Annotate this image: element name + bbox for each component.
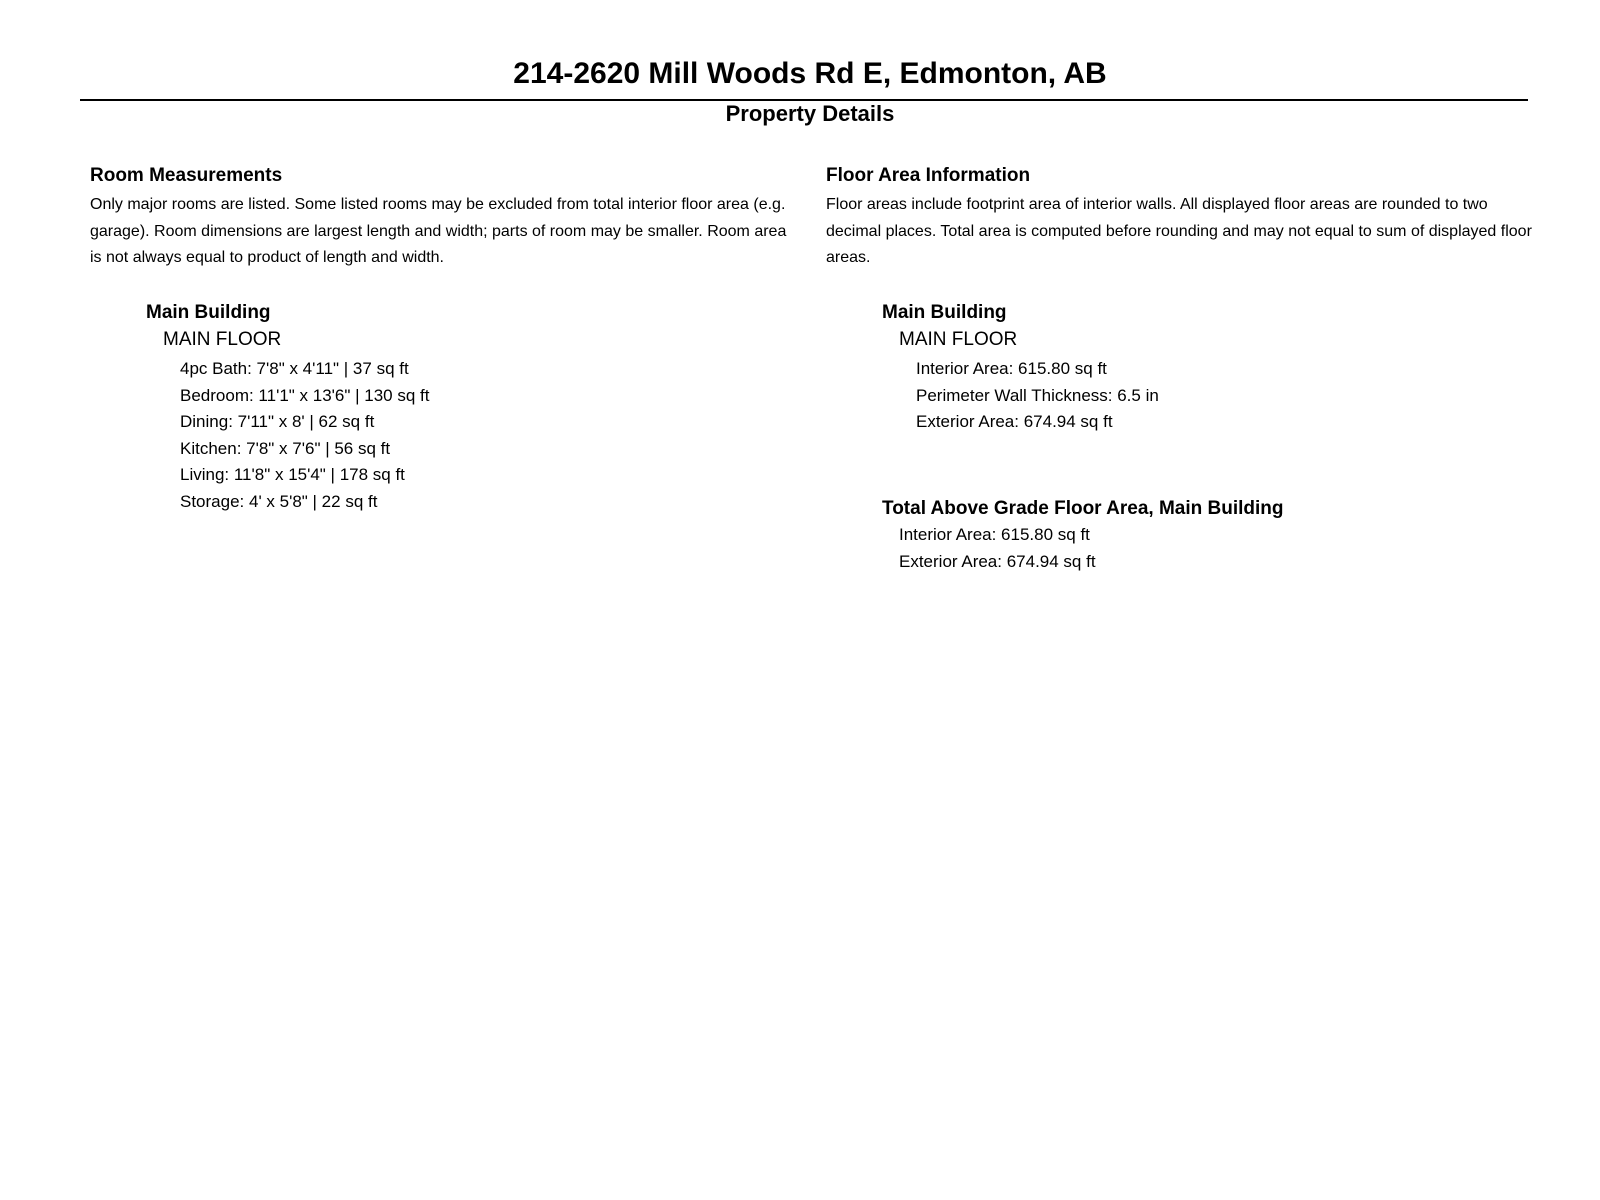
room-list [146, 356, 746, 515]
room-item: Dining: 7'11" x 8' | 62 sq ft [180, 412, 375, 431]
room-item: Storage: 4' x 5'8" | 22 sq ft [180, 491, 378, 511]
room-measurements-building-block [146, 300, 746, 515]
total-floor-area-block [882, 496, 1542, 575]
room-measurements-description: Only major rooms are listed. Some listed rooms may be excluded from total interior floor area (e.g. garage). Room dimensions are largest length and width; parts of room may be smaller. Room area is not always equal to product of length and width. [90, 196, 787, 266]
floor-area-item: Perimeter Wall Thickness: 6.5 in [916, 385, 1159, 405]
floor-area-building-block [882, 300, 1522, 436]
total-area-item: Interior Area: 615.80 sq ft [899, 525, 1090, 544]
floor-area-description: Floor areas include footprint area of interior walls. All displayed floor areas are rounded to two decimal places. Total area is computed before rounding and may not equal to sum of displayed floor areas. [826, 196, 1532, 266]
room-item: Living: 11'8" x 15'4" | 178 sq ft [180, 465, 405, 484]
floor-area-item: Exterior Area: 674.94 sq ft [916, 412, 1113, 431]
total-area-item: Exterior Area: 674.94 sq ft [899, 551, 1096, 571]
room-item: Bedroom: 11'1" x 13'6" | 130 sq ft [180, 385, 430, 405]
floor-heading: MAIN FLOOR [899, 329, 1018, 350]
page-title: 214-2620 Mill Woods Rd E, Edmonton, AB [513, 57, 1107, 90]
floor-area-heading: Floor Area Information [826, 165, 1031, 186]
room-measurements-section [90, 164, 790, 272]
room-item: 4pc Bath: 7'8" x 4'11" | 37 sq ft [180, 359, 409, 378]
floor-area-section [826, 164, 1536, 272]
total-floor-area-heading: Total Above Grade Floor Area, Main Building [882, 498, 1284, 519]
building-heading: Main Building [882, 302, 1007, 323]
floor-area-list [882, 356, 1522, 436]
building-heading: Main Building [146, 302, 271, 323]
total-floor-area-list [882, 522, 1542, 575]
floor-heading: MAIN FLOOR [163, 329, 282, 350]
room-item: Kitchen: 7'8" x 7'6" | 56 sq ft [180, 438, 391, 458]
page-subtitle: Property Details [725, 101, 895, 126]
room-measurements-heading: Room Measurements [90, 165, 283, 186]
floor-area-item: Interior Area: 615.80 sq ft [916, 359, 1107, 378]
